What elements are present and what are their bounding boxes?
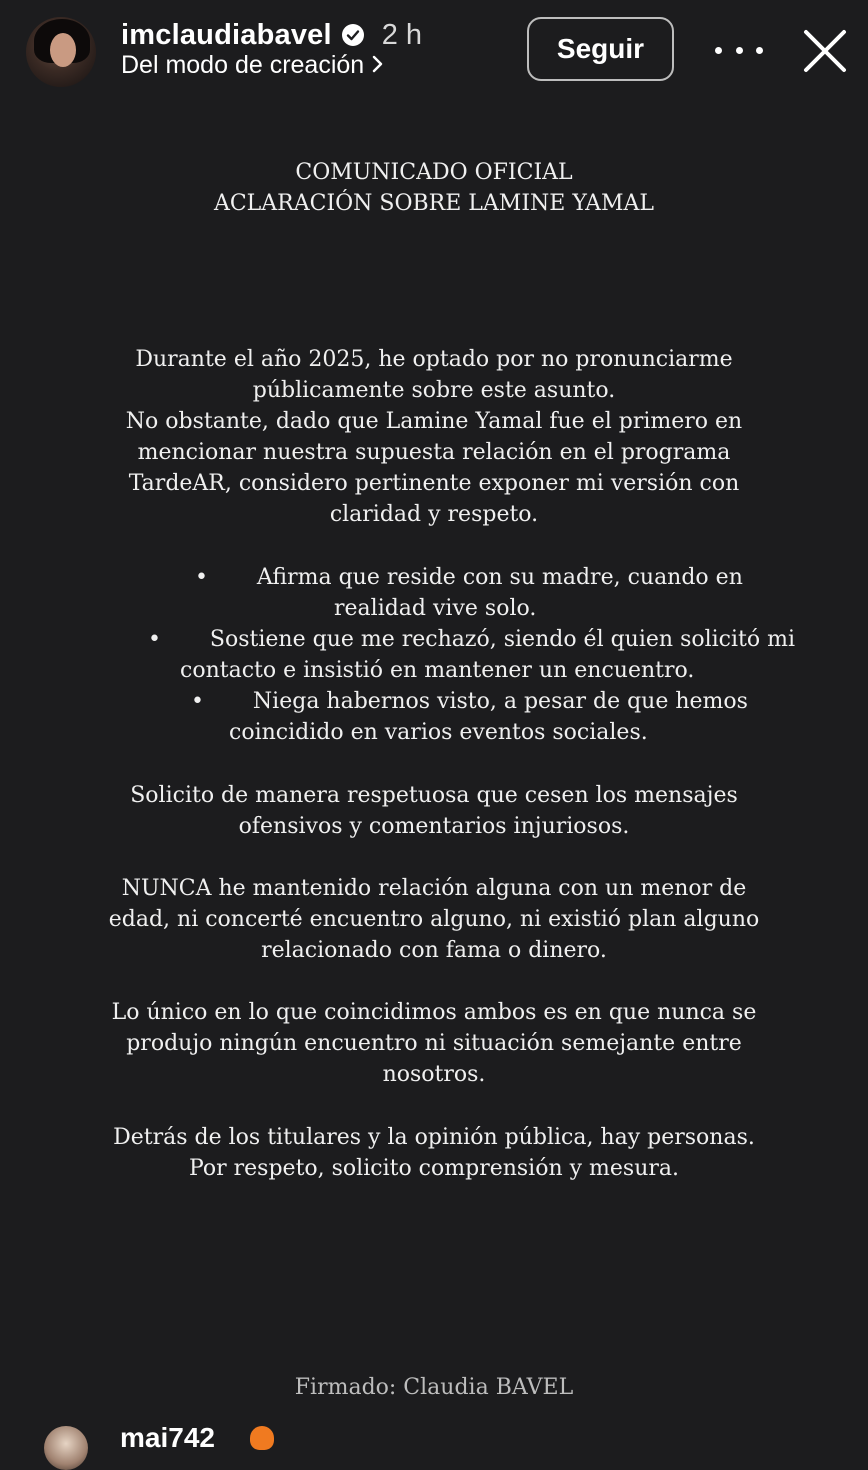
closing-paragraph [0,1122,868,1184]
fire-emoji-icon [250,1426,274,1450]
signature: Firmado: Claudia BAVEL [294,1375,574,1400]
text-line: Solicito de manera respetuosa que cesen los mensajes [130,783,738,808]
bullet-item-3-cont: coincidido en varios eventos sociales. [229,720,648,745]
text-line: Lo único en lo que coincidimos ambos es en que nunca se [111,1000,757,1025]
text-line: públicamente sobre este asunto. [252,378,616,403]
text-line: Por respeto, solicito comprensión y mesura. [188,1156,680,1181]
story-header [0,0,868,110]
follow-button[interactable]: Seguir [527,17,674,81]
more-options-icon[interactable] [715,30,763,70]
text-line: Durante el año 2025, he optado por no pronunciarme [135,347,733,372]
close-icon[interactable] [802,28,848,74]
profile-avatar[interactable] [26,17,96,87]
text-line: TardeAR, considero pertinente exponer mi versión con [128,471,740,496]
bullet-item-3: • Niega habernos visto, a pesar de que hemos [191,689,748,714]
document-subtitle: ACLARACIÓN SOBRE LAMINE YAMAL [213,191,655,216]
text-line: ofensivos y comentarios injuriosos. [238,814,630,839]
text-line: relacionado con fama o dinero. [261,938,607,963]
viewer-avatar[interactable] [44,1426,88,1470]
verified-badge-icon [342,24,364,46]
never-paragraph [0,873,868,966]
viewer-name[interactable]: mai742 [120,1422,215,1453]
text-line: produjo ningún encuentro ni situación semejante entre [126,1031,742,1056]
chevron-right-icon [372,52,384,80]
text-line: mencionar nuestra supuesta relación en el programa [137,440,731,465]
text-line: nosotros. [382,1062,486,1087]
document-title: COMUNICADO OFICIAL [295,160,573,185]
request-paragraph [0,780,868,842]
username[interactable]: imclaudiabavel [121,18,332,51]
intro-paragraph [0,344,868,530]
post-time: 2 h [381,18,423,51]
user-line [121,15,422,55]
text-line: No obstante, dado que Lamine Yamal fue el primero en [125,409,743,434]
text-line: claridad y respeto. [329,502,539,527]
agreement-paragraph [0,997,868,1090]
text-line: NUNCA he mantenido relación alguna con un menor de [121,876,747,901]
bullet-item-1-cont: realidad vive solo. [334,596,537,621]
creation-mode-label: Del modo de creación [121,51,365,79]
bullet-item-2: • Sostiene que me rechazó, siendo él quien solicitó mi [148,627,796,652]
bullet-item-2-cont: contacto e insistió en mantener un encuentro. [180,658,695,683]
creation-mode-link[interactable] [121,51,384,80]
bullet-item-1: • Afirma que reside con su madre, cuando en [195,565,743,590]
avatar-face [50,33,76,67]
text-line: edad, ni concerté encuentro alguno, ni existió plan alguno [108,907,760,932]
text-line: Detrás de los titulares y la opinión pública, hay personas. [113,1125,755,1150]
